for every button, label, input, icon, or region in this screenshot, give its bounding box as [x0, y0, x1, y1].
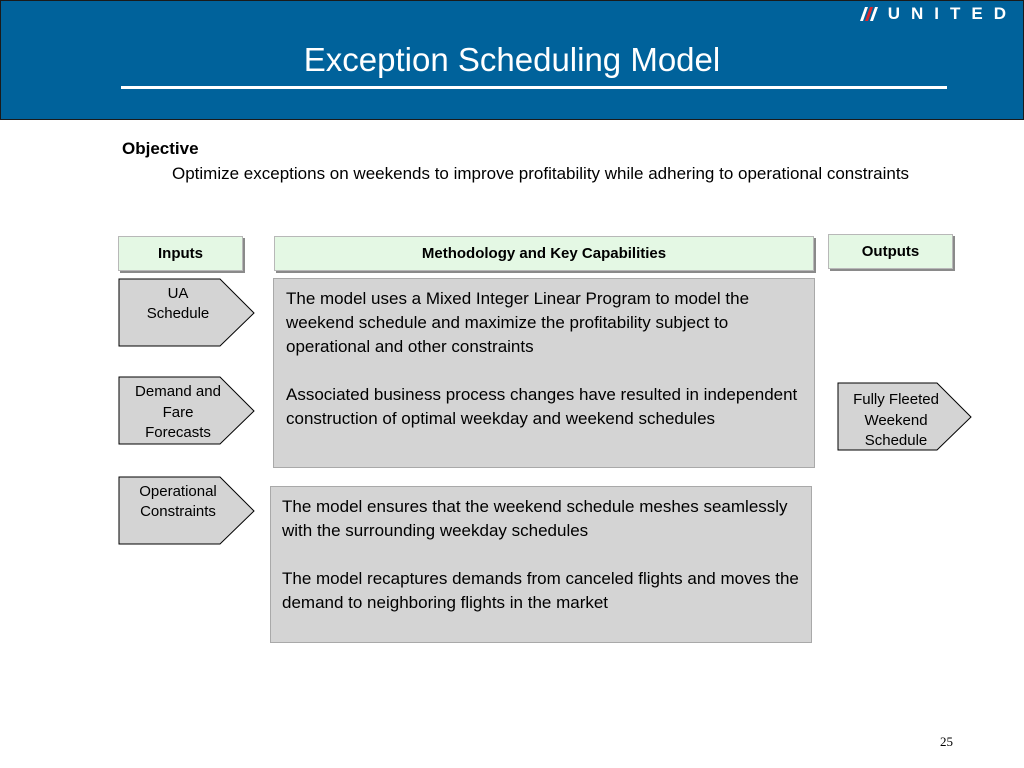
title-underline — [121, 86, 947, 89]
inputs-header: Inputs — [118, 236, 243, 271]
objective-text: Optimize exceptions on weekends to improve profitability while adhering to operational constraints — [172, 164, 910, 183]
methodology-paragraph: Associated business process changes have resulted in independent construction of optimal weekday and weekend schedules — [286, 385, 798, 428]
methodology-paragraph: The model recaptures demands from canceled flights and moves the demand to neighboring flights in the market — [282, 569, 799, 612]
logo-wordmark: UNITED — [887, 4, 1017, 23]
input-label: UA Schedule — [146, 285, 210, 322]
united-tulip-icon — [858, 6, 880, 22]
objective-heading: Objective — [122, 139, 199, 158]
header-banner — [0, 0, 1024, 120]
united-logo — [858, 4, 1017, 24]
methodology-box-1 — [273, 278, 815, 468]
input-label: Operational Constraints — [139, 483, 217, 520]
output-label: Fully Fleeted Weekend Schedule — [853, 391, 939, 449]
methodology-box-2 — [270, 486, 812, 643]
input-operational-constraints — [118, 476, 256, 546]
outputs-header: Outputs — [828, 234, 953, 269]
input-demand-fare-forecasts — [118, 376, 256, 466]
input-label: Demand and Fare Forecasts — [135, 383, 221, 441]
methodology-paragraph: The model uses a Mixed Integer Linear Program to model the weekend schedule and maximize the profitability subject to operational and other constraints — [286, 289, 750, 356]
methodology-header: Methodology and Key Capabilities — [274, 236, 814, 271]
page-title: Exception Scheduling Model — [303, 41, 721, 78]
methodology-paragraph: The model ensures that the weekend schedule meshes seamlessly with the surrounding weekday schedules — [282, 497, 788, 540]
input-ua-schedule — [118, 278, 256, 348]
output-fully-fleeted-weekend-schedule — [837, 382, 975, 474]
page-number: 25 — [940, 734, 953, 749]
